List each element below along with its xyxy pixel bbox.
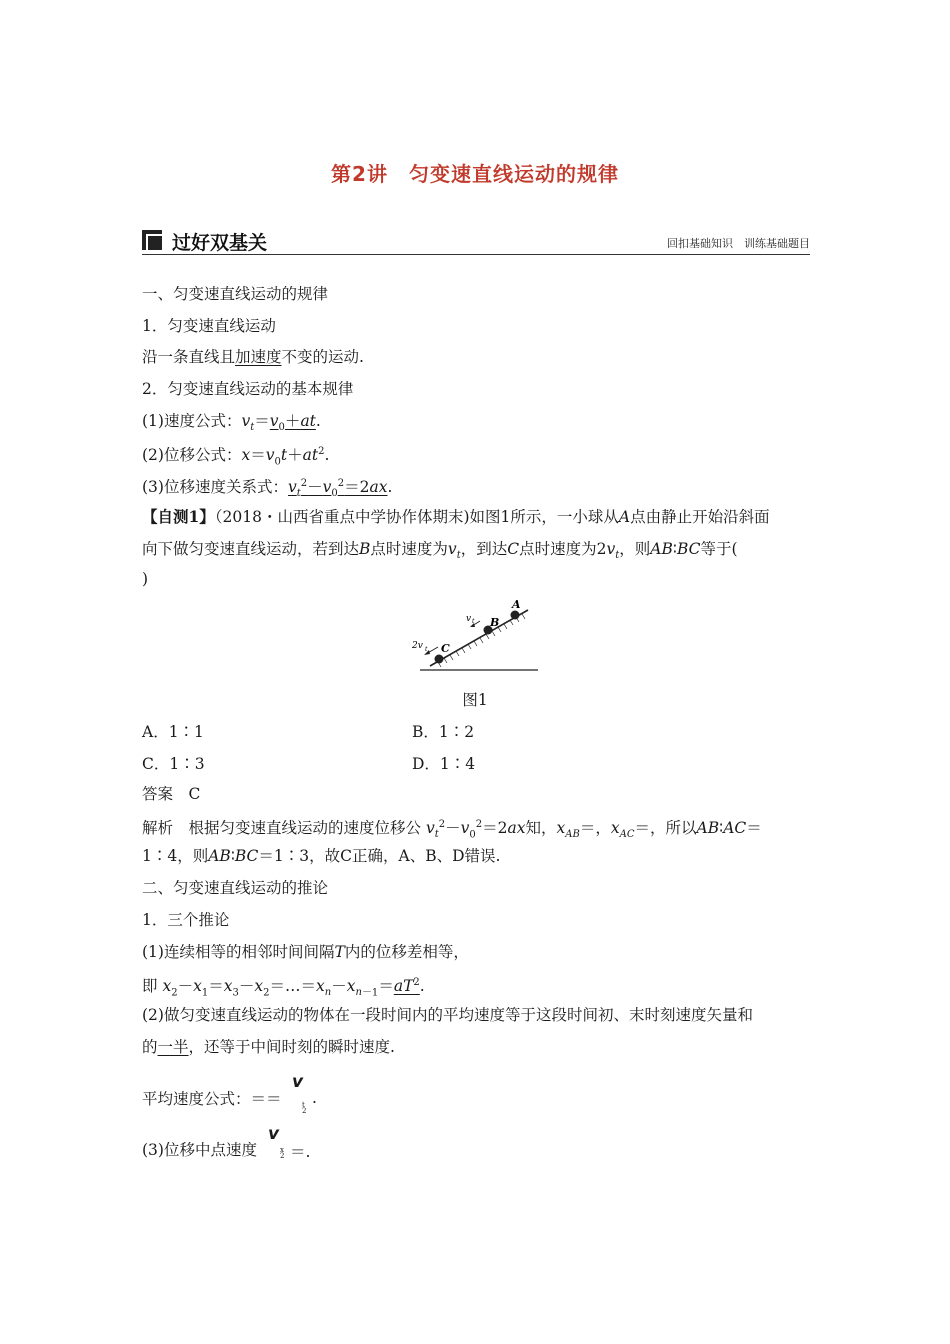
section-divider [142,254,810,255]
label-a: A [512,598,521,611]
inference-2-line-2: 的一半，还等于中间时刻的瞬时速度. [142,1038,395,1056]
average-velocity-formula: 平均速度公式：＝＝ [142,1090,282,1108]
part1-heading: 一、匀变速直线运动的规律 [142,285,329,303]
label-b: B [490,616,500,629]
velocity-formula: (1)速度公式：$v_t=v_0+at$. [142,412,321,434]
option-c: C．1∶3 [142,755,205,773]
section-marker-icon [142,230,162,250]
displacement-formula: (2)位移公式：$x=v_0t+at^2$. [142,446,330,468]
question-line-2: 向下做匀变速直线运动，若到达B点时速度为$v_t$，到达C点时速度为$2v_t$，则AB∶BC等于( [142,540,738,562]
page-title: 第2讲 匀变速直线运动的规律 [331,162,619,186]
inference-2-line-1: (2)做匀变速直线运动的物体在一段时间内的平均速度等于这段时间初、末时刻速度矢量和 [142,1006,753,1024]
analysis-line-1: 解析 根据匀变速直线运动的速度位移公 $v_t^2-v_0^2=2ax$知，$x_{AB}=$，$x_{AC}=$，所以AB∶AC＝ [142,819,762,841]
option-a: A．1∶1 [142,723,204,741]
part2-item1: 1．三个推论 [142,911,230,929]
v-half-time-symbol: v [292,1072,304,1092]
answer-line: 答案 C [142,785,201,803]
definition-line: 沿一条直线且加速度不变的运动. [142,348,364,366]
part1-item2: 2．匀变速直线运动的基本规律 [142,380,354,398]
svg-text:t: t [472,618,475,625]
question-line-1: 【自测1】（2018・山西省重点中学协作体期末)如图1所示，一小球从A点由静止开始沿斜面 [142,507,770,526]
velocity-displacement-formula: (3)位移速度关系式：$v_t^2-v_0^2=2ax$. [142,478,393,500]
ball-a [511,611,520,620]
section-subtitle: 回扣基础知识 训练基础题目 [667,237,810,250]
v-half-displacement-symbol: v [268,1124,280,1144]
section-name: 过好双基关 [172,232,268,254]
inference-1: (1)连续相等的相邻时间间隔T内的位移差相等， [142,943,469,961]
label-2vt: 2v [412,641,423,651]
midpoint-velocity: (3)位移中点速度 [142,1141,257,1159]
part1-item1: 1．匀变速直线运动 [142,317,276,335]
label-vt: v [466,614,472,624]
inference-1-equation: 即 $x_2-x_1=x_3-x_2=\dots=x_n-x_{n-1}=aT^2$. [142,977,425,999]
ball-c [435,655,444,664]
section-header [142,226,810,256]
option-b: B．1∶2 [412,723,475,741]
svg-text:t: t [425,646,428,653]
label-c: C [441,642,450,655]
incline-figure [408,596,548,678]
figure-caption: 图1 [462,691,488,709]
option-d: D．1∶4 [412,755,476,773]
analysis-line-2: 1∶4，则AB∶BC＝1∶3，故C正确，A、B、D错误. [142,847,501,865]
question-line-3: ) [142,570,149,588]
part2-heading: 二、匀变速直线运动的推论 [142,879,329,897]
